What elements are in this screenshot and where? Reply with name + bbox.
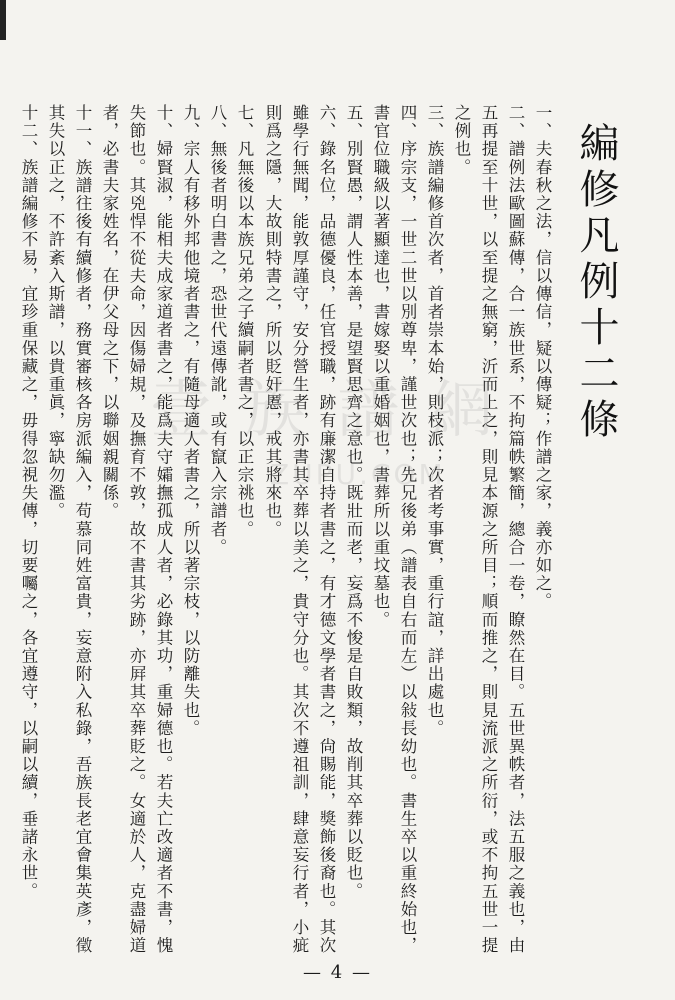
rule-item-2: 二、譜例法歐圖蘇傳，合一族世系，不拘篇帙繁簡，總合一卷，瞭然在目。五世異帙者，法五服之義也，由五再提至十世，以至提之無窮，沂而上之，則見本源之所目；順而推之，則見流派之所衍，或不拘五世一提之例也。 bbox=[452, 104, 525, 955]
document-title: 編修凡例十二條 bbox=[573, 122, 619, 444]
rule-item-1: 一、夫春秋之法，信以傳信，疑以傳疑；作譜之家，義亦如之。 bbox=[533, 104, 552, 611]
rule-item-6: 六、錄名位，品德優良，任官授職，跡有廉潔自持者書之，有才德文學者書之，尙賜能，獎飾後裔也。其次雖學行無聞，能敦厚謹守，安分營生者，亦書其卒葬以美之，貴守分也。其次不遵祖訓，肆意妄行者，小疵則爲之隱，大故則特書之，所以貶奸慝，戒其將來也。 bbox=[263, 104, 336, 955]
rule-item-3: 三、族譜編修首次者，首者崇本始，則枝派；次者考事實，重行誼，詳出處也。 bbox=[425, 104, 444, 738]
watermark-text: 壹 族 譜 網 bbox=[150, 373, 500, 446]
rule-item-4: 四、序宗支，一世二世以別尊卑，謹世次也；先兄後弟（譜表自右而左）以敍長幼也。書生卒以重終始也，書官位職級以著顯達也，書嫁娶以重婚姻也，書葬所以重坟墓也。 bbox=[371, 104, 417, 955]
rule-item-12: 十二、族譜編修不易，宜珍重保藏之，毋得忽視失傳，切要囑之，各宜遵守，以嗣以續，垂諸永世。 bbox=[19, 104, 38, 901]
page-number: — 4 — bbox=[303, 962, 372, 983]
rule-item-7: 七、凡無後以本族兄弟之子續嗣者書之，以正宗祧也。 bbox=[235, 104, 254, 539]
rule-item-8: 八、無後者明白書之，恐世代遠傳訛，或有竄入宗譜者。 bbox=[208, 104, 227, 557]
rule-item-5: 五、別賢愚，謂人性本善，是望賢思齊之意也。既壯而老，妄爲不悛是自敗類，故削其卒葬以貶也。 bbox=[344, 104, 363, 901]
rule-item-9: 九、宗人有移外邦他境者書之，有隨母適人者書之，所以著宗枝，以防離失也。 bbox=[181, 104, 200, 738]
watermark-url: ZUPU.COM bbox=[270, 458, 446, 491]
rule-item-10: 十、婦賢淑，能相夫成家道者書之，能爲夫守孀撫孤成人者，必錄其功，重婦德也。若夫亡改適者不書，愧失節也。其兇悍不從夫命，因傷婦規，及撫育不敦，故不書其劣跡，亦屛其卒葬貶之。女適於人，克盡婦道者，必書夫家姓名，在伊父母之下，以聯姻親關係。 bbox=[100, 104, 173, 955]
rule-item-11: 十一、族譜往後有續修者，務實審核各房派編入，苟慕同姓富貴，妄意附入私錄，吾族長老宜會集英彥，徵其失以正之，不許紊入斯譜，以貴重眞，寧缺勿濫。 bbox=[46, 104, 92, 955]
scan-edge-mark bbox=[0, 0, 6, 40]
